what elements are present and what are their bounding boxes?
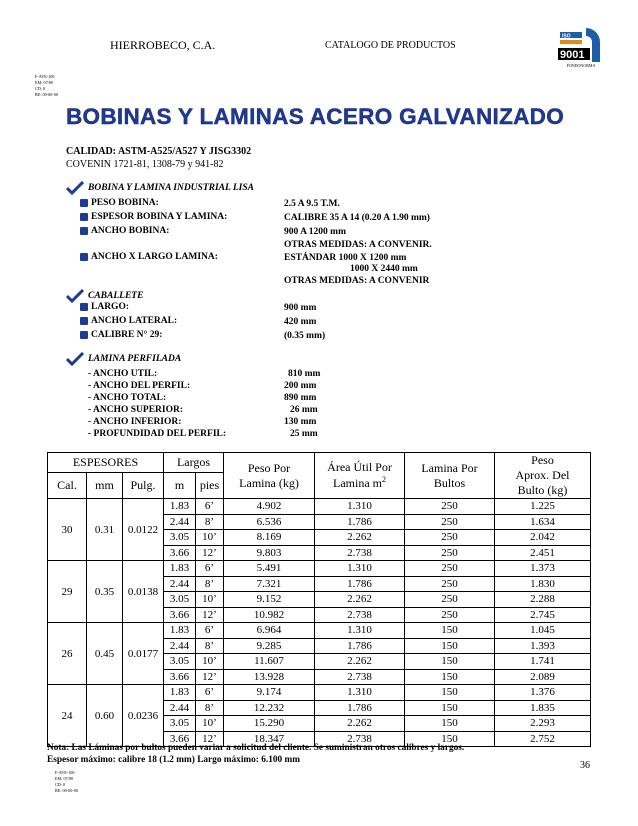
cell-bultos: 150 (405, 654, 495, 670)
cell-bultos: 150 (405, 700, 495, 716)
bullet-icon (80, 317, 88, 325)
cell-bultos: 250 (405, 514, 495, 530)
note-line: Espesor máximo: calibre 18 (1.2 mm) Largo máximo: 6.100 mm (47, 755, 300, 765)
cell-bultos: 150 (405, 623, 495, 639)
cell-pies: 8’ (196, 700, 224, 716)
spec-label: - ANCHO UTIL: (88, 369, 158, 379)
header-peso: Peso Por Lamina (kg) (224, 453, 315, 499)
header-cal: Cal. (48, 473, 87, 499)
code-line: EM: 07/00 (55, 776, 74, 781)
section-heading-lisa (66, 181, 254, 195)
cell-peso: 6.964 (224, 623, 315, 639)
cell-peso: 9.152 (224, 592, 315, 608)
code-line: F-AVE-100 (55, 770, 75, 775)
bullet-icon (80, 227, 88, 235)
cell-pies: 6’ (196, 499, 224, 515)
document-codes-top (35, 74, 58, 98)
spec-label: - PROFUNDIDAD DEL PERFIL: (88, 429, 227, 439)
table-notes (47, 742, 464, 766)
cell-peso-bulto: 1.830 (495, 576, 591, 592)
table-row (48, 561, 591, 577)
spec-label: - ANCHO INFERIOR: (88, 417, 182, 427)
bullet-icon (80, 253, 88, 261)
cell-m: 3.05 (164, 654, 196, 670)
spec-label: ANCHO X LARGO LAMINA: (91, 252, 218, 262)
cell-peso: 18.347 (224, 731, 315, 747)
cell-peso-bulto: 1.835 (495, 700, 591, 716)
cell-peso: 7.321 (224, 576, 315, 592)
cell-peso-bulto: 2.288 (495, 592, 591, 608)
cell-m: 1.83 (164, 623, 196, 639)
spec-value: 900 mm (284, 303, 317, 313)
spec-label: - ANCHO SUPERIOR: (88, 405, 184, 415)
spec-item (80, 302, 129, 312)
cell-pies: 12’ (196, 669, 224, 685)
spec-item (80, 226, 169, 236)
header-pies: pies (196, 473, 224, 499)
spec-label: CALIBRE N° 29: (91, 330, 163, 340)
catalog-label: CATALOGO DE PRODUCTOS (325, 40, 456, 51)
cell-peso: 9.174 (224, 685, 315, 701)
code-line: EM: 07/00 (35, 80, 54, 85)
iso-9001-logo (556, 22, 606, 68)
covenin-standard: COVENIN 1721-81, 1308-79 y 941-82 (66, 159, 224, 170)
cell-pies: 6’ (196, 623, 224, 639)
cell-m: 3.66 (164, 669, 196, 685)
spec-value: 1000 X 2440 mm (350, 264, 418, 274)
spec-item (80, 316, 177, 326)
page-number: 36 (580, 760, 590, 771)
cell-area: 1.310 (315, 561, 405, 577)
cell-area: 2.738 (315, 731, 405, 747)
cell-cal: 29 (48, 561, 87, 623)
spec-item (80, 198, 159, 208)
cell-peso: 15.290 (224, 716, 315, 732)
spec-label: ANCHO LATERAL: (91, 316, 178, 326)
code-line: RE: 00-00-00 (35, 92, 58, 97)
section-heading-text: CABALLETE (88, 291, 144, 301)
cell-pies: 6’ (196, 685, 224, 701)
cell-bultos: 150 (405, 731, 495, 747)
cell-mm: 0.60 (87, 685, 123, 747)
header-area: Área Útil Por Lamina $m^2$ (315, 453, 405, 499)
cell-bultos: 250 (405, 530, 495, 546)
cell-peso-bulto: 1.393 (495, 638, 591, 654)
cell-mm: 0.35 (87, 561, 123, 623)
cell-pies: 12’ (196, 545, 224, 561)
cell-m: 3.66 (164, 545, 196, 561)
cell-pies: 10’ (196, 716, 224, 732)
cell-bultos: 250 (405, 499, 495, 515)
cell-bultos: 250 (405, 607, 495, 623)
note-line: Nota: Las Láminas por bultos pueden variar a solicitud del cliente. Se suministran otros calibres y largos. (47, 743, 465, 753)
cell-peso: 6.536 (224, 514, 315, 530)
document-codes-bottom (55, 770, 78, 794)
logo-subtitle: FONDONORMA (566, 63, 596, 68)
cell-area: 2.738 (315, 669, 405, 685)
section-heading-perfilada (66, 352, 181, 366)
spec-value: 130 mm (284, 417, 317, 427)
logo-iso-text: ISO (562, 33, 571, 40)
cell-pies: 10’ (196, 592, 224, 608)
spec-item (80, 252, 218, 262)
header-m: m (164, 473, 196, 499)
cell-area: 1.786 (315, 576, 405, 592)
spec-value: 900 A 1200 mm (284, 227, 347, 237)
cell-bultos: 150 (405, 716, 495, 732)
cell-peso-bulto: 1.376 (495, 685, 591, 701)
spec-value: ESTÁNDAR 1000 X 1200 mm (284, 253, 407, 263)
page-title: BOBINAS Y LAMINAS ACERO GALVANIZADO (66, 104, 565, 129)
cell-area: 2.262 (315, 530, 405, 546)
spec-value: (0.35 mm) (284, 331, 326, 341)
header-espesores: ESPESORES (48, 453, 164, 473)
cell-peso: 11.607 (224, 654, 315, 670)
quality-standard: CALIDAD: ASTM-A525/A527 Y JISG3302 (66, 146, 252, 157)
cell-bultos: 150 (405, 638, 495, 654)
table-row (48, 499, 591, 515)
cell-cal: 24 (48, 685, 87, 747)
cell-m: 2.44 (164, 514, 196, 530)
cell-area: 1.786 (315, 638, 405, 654)
cell-peso: 9.803 (224, 545, 315, 561)
cell-m: 3.05 (164, 592, 196, 608)
cell-area: 1.310 (315, 499, 405, 515)
cell-peso-bulto: 1.225 (495, 499, 591, 515)
section-heading-text: LAMINA PERFILADA (88, 354, 182, 364)
spec-label: LARGO: (91, 302, 129, 312)
code-line: CD: 0 (35, 86, 46, 91)
cell-m: 2.44 (164, 576, 196, 592)
cell-bultos: 150 (405, 669, 495, 685)
cell-peso-bulto: 2.293 (495, 716, 591, 732)
code-line: RE: 00-00-00 (55, 788, 78, 793)
section-heading-caballete (66, 289, 143, 303)
spec-value: CALIBRE 35 A 14 (0.20 A 1.90 mm) (284, 213, 430, 223)
spec-item (80, 212, 227, 222)
cell-area: 2.262 (315, 592, 405, 608)
cell-pies: 8’ (196, 514, 224, 530)
spec-label: PESO BOBINA: (91, 198, 159, 208)
cell-m: 3.05 (164, 716, 196, 732)
cell-cal: 30 (48, 499, 87, 561)
checkmark-icon (66, 289, 84, 303)
bullet-icon (80, 303, 88, 311)
cell-bultos: 250 (405, 545, 495, 561)
spec-value: 26 mm (290, 405, 318, 415)
cell-peso: 10.982 (224, 607, 315, 623)
spec-value: 420 mm (284, 317, 317, 327)
cell-m: 3.66 (164, 731, 196, 747)
cell-pies: 12’ (196, 731, 224, 747)
spec-value: 200 mm (284, 381, 317, 391)
cell-area: 2.738 (315, 607, 405, 623)
cell-peso: 8.169 (224, 530, 315, 546)
cell-pulg: 0.0236 (123, 685, 164, 747)
bullet-icon (80, 331, 88, 339)
cell-peso: 4.902 (224, 499, 315, 515)
cell-peso-bulto: 2.752 (495, 731, 591, 747)
cell-peso: 13.928 (224, 669, 315, 685)
spec-value: OTRAS MEDIDAS: A CONVENIR. (284, 240, 432, 250)
cell-area: 2.262 (315, 654, 405, 670)
cell-peso: 9.285 (224, 638, 315, 654)
cell-peso-bulto: 2.745 (495, 607, 591, 623)
cell-peso: 12.232 (224, 700, 315, 716)
cell-pulg: 0.0122 (123, 499, 164, 561)
spec-item (80, 330, 162, 340)
table-body (48, 499, 591, 747)
cell-area: 1.310 (315, 685, 405, 701)
section-heading-text: BOBINA Y LAMINA INDUSTRIAL LISA (88, 183, 254, 193)
cell-peso: 5.491 (224, 561, 315, 577)
cell-peso-bulto: 2.451 (495, 545, 591, 561)
header-mm: mm (87, 473, 123, 499)
cell-m: 3.66 (164, 607, 196, 623)
cell-area: 1.786 (315, 700, 405, 716)
cell-area: 2.738 (315, 545, 405, 561)
code-line: F-AVE-100 (35, 74, 55, 79)
cell-peso-bulto: 2.042 (495, 530, 591, 546)
cell-m: 2.44 (164, 700, 196, 716)
cell-pies: 10’ (196, 530, 224, 546)
spec-label: - ANCHO DEL PERFIL: (88, 381, 191, 391)
cell-cal: 26 (48, 623, 87, 685)
checkmark-icon (66, 181, 84, 195)
header-largos: Largos (164, 453, 224, 473)
cell-m: 1.83 (164, 499, 196, 515)
cell-m: 3.05 (164, 530, 196, 546)
cell-bultos: 250 (405, 561, 495, 577)
cell-pies: 6’ (196, 561, 224, 577)
cell-peso-bulto: 1.045 (495, 623, 591, 639)
cell-bultos: 150 (405, 685, 495, 701)
cell-peso-bulto: 2.089 (495, 669, 591, 685)
cell-area: 1.310 (315, 623, 405, 639)
thickness-table (47, 452, 591, 747)
cell-bultos: 250 (405, 592, 495, 608)
logo-9001-text: 9001 (560, 49, 585, 61)
spec-value: OTRAS MEDIDAS: A CONVENIR (284, 276, 430, 286)
spec-label: ANCHO BOBINA: (91, 226, 170, 236)
cell-pulg: 0.0177 (123, 623, 164, 685)
spec-value: 25 mm (290, 429, 318, 439)
cell-mm: 0.31 (87, 499, 123, 561)
cell-peso-bulto: 1.741 (495, 654, 591, 670)
cell-pies: 12’ (196, 607, 224, 623)
cell-mm: 0.45 (87, 623, 123, 685)
cell-pulg: 0.0138 (123, 561, 164, 623)
cell-pies: 8’ (196, 576, 224, 592)
table-row (48, 685, 591, 701)
cell-pies: 10’ (196, 654, 224, 670)
table-row (48, 623, 591, 639)
header-peso-bulto: Peso Aprox. Del Bulto (kg) (495, 453, 591, 499)
cell-area: 1.786 (315, 514, 405, 530)
code-line: CD: 0 (55, 782, 66, 787)
spec-value: 2.5 A 9.5 T.M. (284, 199, 340, 209)
cell-m: 1.83 (164, 561, 196, 577)
cell-area: 2.262 (315, 716, 405, 732)
spec-label: - ANCHO TOTAL: (88, 393, 167, 403)
bullet-icon (80, 213, 88, 221)
spec-label: ESPESOR BOBINA Y LAMINA: (91, 212, 228, 222)
spec-value: 810 mm (288, 369, 321, 379)
spec-value: 890 mm (284, 393, 317, 403)
cell-peso-bulto: 1.634 (495, 514, 591, 530)
cell-peso-bulto: 1.373 (495, 561, 591, 577)
cell-pies: 8’ (196, 638, 224, 654)
cell-bultos: 250 (405, 576, 495, 592)
header-pulg: Pulg. (123, 473, 164, 499)
bullet-icon (80, 199, 88, 207)
cell-m: 2.44 (164, 638, 196, 654)
header-bultos: Lamina Por Bultos (405, 453, 495, 499)
cell-m: 1.83 (164, 685, 196, 701)
company-name: HIERROBECO, C.A. (110, 38, 216, 52)
checkmark-icon (66, 352, 84, 366)
